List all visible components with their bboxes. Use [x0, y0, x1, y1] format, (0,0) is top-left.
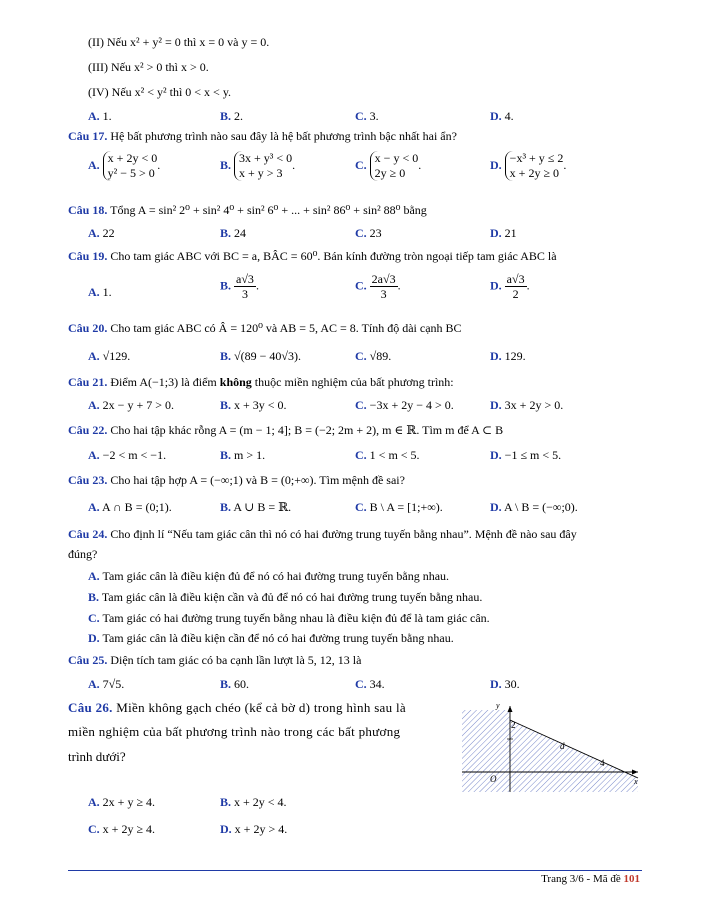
q24-option-c[interactable]: C. Tam giác có hai đường trung tuyến bằng nhau là điều kiện đủ để là tam giác cân.: [88, 611, 490, 625]
q18-option-d[interactable]: D. 21: [490, 226, 517, 240]
q26-stem-cont2: trình dưới?: [68, 749, 126, 764]
q16-option-b[interactable]: B. 2.: [220, 109, 244, 123]
q23-option-a[interactable]: A. A ∩ B = (0;1).: [88, 500, 172, 514]
q17-option-b[interactable]: B. 3x + y³ < 0 x + y > 3 .: [220, 151, 296, 180]
q16-option-c[interactable]: C. 3.: [355, 109, 379, 123]
hatched-region: [460, 698, 646, 796]
y-axis-arrow: [508, 706, 513, 712]
statement-ii: (II) Nếu x² + y² = 0 thì x = 0 và y = 0.: [88, 35, 270, 49]
q18-stem: Câu 18. Tổng A = sin² 2⁰ + sin² 4⁰ + sin² 6⁰ + ... + sin² 86⁰ + sin² 88⁰ bằng: [68, 203, 427, 217]
q24-option-b[interactable]: B. Tam giác cân là điều kiện cần và đủ để nó có hai đường trung tuyến bằng nhau.: [88, 590, 483, 604]
q18-option-c[interactable]: C. 23: [355, 226, 382, 240]
q25-option-a[interactable]: A. 7√5.: [88, 677, 125, 691]
line-d-label: d: [560, 741, 565, 751]
q26-option-b[interactable]: B. x + 2y < 4.: [220, 795, 287, 809]
statement-iv: (IV) Nếu x² < y² thì 0 < x < y.: [88, 85, 232, 99]
x-axis-arrow: [632, 770, 638, 775]
q22-option-a[interactable]: A. −2 < m < −1.: [88, 448, 167, 462]
q26-option-c[interactable]: C. x + 2y ≥ 4.: [88, 822, 156, 836]
q19-b-fraction: $\frac{a√3}{3}$: [236, 272, 254, 301]
q26-stem-cont1: miền nghiệm của bất phương trình nào trong các bất phương: [68, 724, 401, 739]
q17-option-c[interactable]: C. x − y < 0 2y ≥ 0 .: [355, 151, 422, 180]
q19-c-fraction: $\frac{2a√3}{3}$: [371, 272, 396, 301]
page-footer: Trang 3/6 - Mã đề 101: [541, 873, 640, 885]
q19-option-c[interactable]: C. $\frac{2a√3}{3}$ .: [355, 272, 401, 301]
exam-code: 101: [623, 873, 640, 885]
q17-option-a[interactable]: A. x + 2y < 0 y² − 5 > 0 .: [88, 151, 161, 180]
origin-label: O: [490, 774, 497, 784]
q26-option-a[interactable]: A. 2x + y ≥ 4.: [88, 795, 156, 809]
q19-option-b[interactable]: B. $\frac{a√3}{3}$ .: [220, 272, 259, 301]
q24-option-a[interactable]: A. Tam giác cân là điều kiện đủ để nó có hai đường trung tuyến bằng nhau.: [88, 569, 450, 583]
q22-option-d[interactable]: D. −1 ≤ m < 5.: [490, 448, 562, 462]
q19-stem: Câu 19. Cho tam giác ABC với BC = a, BÂC = 60⁰. Bán kính đường tròn ngoại tiếp tam giác ABC là: [68, 249, 557, 263]
q22-option-b[interactable]: B. m > 1.: [220, 448, 266, 462]
x-axis-label: x: [634, 777, 638, 786]
q21-option-d[interactable]: D. 3x + 2y > 0.: [490, 398, 564, 412]
q17-c-system: x − y < 0 2y ≥ 0: [370, 151, 419, 181]
q20-option-b[interactable]: B. √(89 − 40√3).: [220, 349, 301, 363]
q17-b-system: 3x + y³ < 0 x + y > 3: [234, 151, 292, 181]
q26-stem: Câu 26. Miền không gạch chéo (kể cả bờ d) trong hình sau là: [68, 700, 406, 715]
q26-figure: [460, 698, 646, 796]
q25-option-b[interactable]: B. 60.: [220, 677, 250, 691]
q17-stem: Câu 17. Hệ bất phương trình nào sau đây là hệ bất phương trình bậc nhất hai ẩn?: [68, 129, 457, 143]
q20-option-a[interactable]: A. √129.: [88, 349, 131, 363]
q25-option-d[interactable]: D. 30.: [490, 677, 520, 691]
q25-option-c[interactable]: C. 34.: [355, 677, 385, 691]
q18-option-b[interactable]: B. 24: [220, 226, 247, 240]
q21-option-b[interactable]: B. x + 3y < 0.: [220, 398, 287, 412]
q19-option-a[interactable]: A. 1.: [88, 285, 112, 299]
q18-option-a[interactable]: A. 22: [88, 226, 115, 240]
q25-stem: Câu 25. Diện tích tam giác có ba cạnh lần lượt là 5, 12, 13 là: [68, 653, 362, 667]
q17-d-system: −x³ + y ≤ 2 x + 2y ≥ 0: [505, 151, 564, 181]
q17-option-d[interactable]: D. −x³ + y ≤ 2 x + 2y ≥ 0 .: [490, 151, 567, 180]
q23-option-d[interactable]: D. A \ B = (−∞;0).: [490, 500, 578, 514]
q21-option-c[interactable]: C. −3x + 2y − 4 > 0.: [355, 398, 454, 412]
q21-option-a[interactable]: A. 2x − y + 7 > 0.: [88, 398, 174, 412]
q22-option-c[interactable]: C. 1 < m < 5.: [355, 448, 420, 462]
q21-stem: Câu 21. Điểm A(−1;3) là điểm không thuộc miền nghiệm của bất phương trình:: [68, 375, 454, 389]
q20-option-d[interactable]: D. 129.: [490, 349, 526, 363]
q24-option-d[interactable]: D. Tam giác cân là điều kiện cần để nó có hai đường trung tuyến bằng nhau.: [88, 631, 454, 645]
q19-option-d[interactable]: D. $\frac{a√3}{2}$ .: [490, 272, 530, 301]
y-intercept-label: 2: [511, 720, 516, 730]
q19-d-fraction: $\frac{a√3}{2}$: [506, 272, 525, 301]
x-intercept-label: 4: [600, 758, 605, 768]
y-axis-label: y: [496, 701, 500, 710]
q20-stem: Câu 20. Cho tam giác ABC có Â = 120⁰ và AB = 5, AC = 8. Tính độ dài cạnh BC: [68, 321, 462, 335]
q22-stem: Câu 22. Cho hai tập khác rỗng A = (m − 1; 4]; B = (−2; 2m + 2), m ∈ ℝ. Tìm m để A ⊂ B: [68, 423, 504, 437]
q23-option-b[interactable]: B. A ∪ B = ℝ.: [220, 500, 292, 514]
statement-iii: (III) Nếu x² > 0 thì x > 0.: [88, 60, 209, 74]
q23-option-c[interactable]: C. B \ A = [1;+∞).: [355, 500, 443, 514]
q16-option-a[interactable]: A. 1.: [88, 109, 112, 123]
q20-option-c[interactable]: C. √89.: [355, 349, 392, 363]
q16-option-d[interactable]: D. 4.: [490, 109, 514, 123]
footer-divider: [68, 870, 642, 871]
q24-stem-cont: đúng?: [68, 547, 98, 561]
q23-stem: Câu 23. Cho hai tập hợp A = (−∞;1) và B = (0;+∞). Tìm mệnh đề sai?: [68, 473, 405, 487]
q24-stem: Câu 24. Cho định lí “Nếu tam giác cân thì nó có hai đường trung tuyến bằng nhau”. Mệnh đề nào sau đây: [68, 527, 577, 541]
q17-a-system: x + 2y < 0 y² − 5 > 0: [103, 151, 158, 181]
q26-option-d[interactable]: D. x + 2y > 4.: [220, 822, 288, 836]
